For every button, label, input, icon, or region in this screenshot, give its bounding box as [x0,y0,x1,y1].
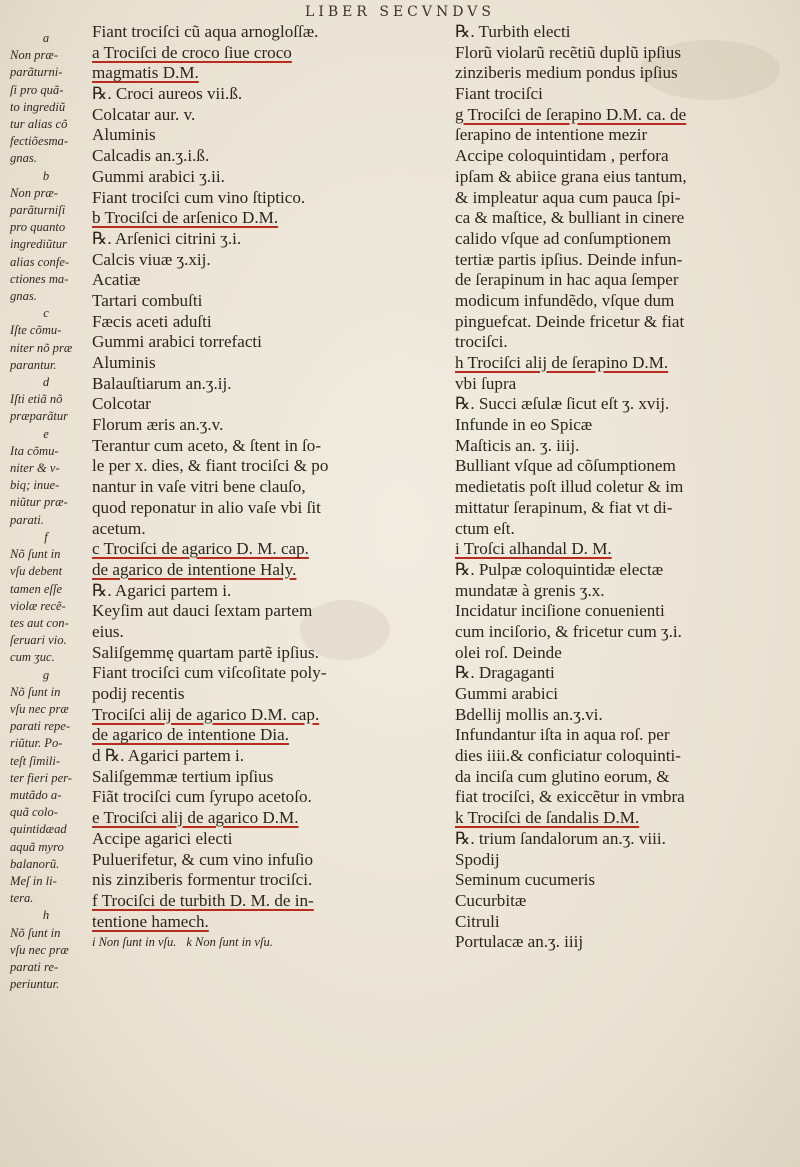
margin-note-text: Meſ in li- [10,873,57,888]
margin-note [10,202,90,219]
margin-note-text: vſu nec præ [10,942,69,957]
margin-note-text: niter nõ præ [10,340,73,355]
margin-note-text: Iſte cõmu- [10,323,62,338]
margin-note-letter: a [42,31,50,45]
margin-note [10,735,90,752]
text-line: mittatur ſerapinum, & fiat vt di- [455,497,673,517]
margin-note-text: biq; inue- [10,478,60,493]
margin-note-text: niũtur præ- [10,495,68,510]
text-line: Aluminis [92,125,156,145]
text-line: k Trociſci de ſandalis D.M. [455,808,640,828]
text-line: Terantur cum aceto, & ſtent in ſo- [92,435,322,455]
text-line: de agarico de intentione Dia. [92,725,289,745]
text-line: Fiant trociſci cum vino ſtiptico. [92,187,306,207]
margin-note-text: parati. [10,512,44,527]
text-line: Florũ violarũ recẽtiũ duplũ ipſius [455,42,681,62]
margin-note [10,477,90,494]
text-line: h Trociſci alij de ſerapino D.M. [455,353,669,372]
margin-note [10,873,90,890]
margin-note [10,443,90,460]
text-line: Fiant trociſci cum viſcoſitate poly- [92,663,327,683]
margin-note-text: Ita cõmu- [10,443,59,458]
margin-note-letter: h [42,908,50,923]
margin-note-text: ctiones ma- [10,271,69,286]
margin-note-letter: g [42,667,50,682]
margin-note [10,925,90,942]
text-line: c Trociſci de agarico D. M. cap. [92,539,309,559]
text-line: medietatis poſt illud coletur & im [455,477,684,497]
margin-notes [10,30,90,993]
margin-note-text: Iſti etiã nõ [10,392,63,407]
margin-note-text: parati repe- [10,719,71,734]
margin-note [10,856,90,873]
text-line: Accipe coloquintidam , perfora [455,146,669,166]
text-line: magmatis D.M. [92,63,199,83]
text-line: Fiant trociſci cũ aqua arnogloſſæ. [92,22,319,41]
text-line: Colcotar [92,394,151,414]
margin-note [10,667,90,684]
text-line: Acatiæ [92,270,141,290]
text-line: mundatæ à grenis ʒ.x. [455,580,605,600]
margin-note [10,942,90,959]
margin-note-text: fectiõesma- [10,134,69,149]
margin-note [10,82,90,99]
margin-note-text: ſeruari vio. [10,633,67,648]
text-line: ℞. Succi æſulæ ſicut eſt ʒ. xvij. [455,394,670,414]
footer-note: i Non ſunt in vſu. [92,935,177,950]
margin-note [10,959,90,976]
text-line: Maſticis an. ʒ. iiij. [455,435,580,455]
margin-note [10,426,90,443]
margin-note-text: Non præ- [10,185,58,200]
text-line: calido vſque ad conſumptionem [455,228,671,248]
text-line: de agarico de intentione Haly. [92,559,297,579]
margin-note [10,494,90,511]
margin-note [10,168,90,185]
text-line: tentione hamech. [92,911,209,931]
text-line: ℞. Pulpæ coloquintidæ electæ [455,559,664,579]
margin-note [10,391,90,408]
margin-note-letter: e [43,426,49,441]
text-line: Accipe agarici electi [92,828,233,848]
margin-note-text: ſi pro quã- [10,82,64,97]
text-line: Calcis viuæ ʒ.xij. [92,249,211,269]
text-line: ctum eſt. [455,518,515,538]
margin-note [10,976,90,993]
margin-note [10,890,90,907]
margin-note [10,460,90,477]
text-line: ipſam & abiice grana eius tantum, [455,166,687,186]
margin-note-text: aquã myro [10,839,64,854]
margin-note-text: ter fieri per- [10,770,73,785]
text-line: Saliſgemmę quartam partẽ ipſius. [92,642,319,662]
margin-note [10,615,90,632]
margin-note-text: quã colo- [10,805,58,820]
margin-note [10,649,90,666]
margin-note [10,322,90,339]
margin-note [10,701,90,718]
text-line: Seminum cucumeris [455,870,596,890]
margin-note-text: Nõ ſunt in [10,684,61,699]
margin-note [10,546,90,563]
text-line: trociſci. [455,332,508,352]
text-line: le per x. dies, & fiant trociſci & po [92,456,329,476]
text-line: & impleatur aqua cum pauca ſpi- [455,187,681,207]
margin-note [10,374,90,391]
text-line: Gummi arabici [455,684,559,703]
margin-note [10,219,90,236]
text-line: Fiãt trociſci cum ſyrupo acetoſo. [92,787,312,807]
margin-note-text: pro quanto [10,220,66,235]
margin-note-text: parantur. [10,357,57,372]
margin-note-text: gnas. [10,151,37,166]
text-line: Keyſim aut dauci ſextam partem [92,601,313,621]
text-line: Cucurbitæ [455,890,527,910]
text-line: modicum infundẽdo, vſque dum [455,290,675,310]
text-line: f Trociſci de turbith D. M. de in- [92,890,314,910]
margin-note-text: riũtur. Po- [10,736,63,751]
text-line: Aluminis [92,353,156,372]
text-line: ℞. Turbith electi [455,22,571,41]
text-line: ſerapino de intentione mezir [455,125,648,145]
margin-note-text: Nõ ſunt in [10,547,61,562]
text-line: a Trociſci de croco ſiue croco [92,42,292,62]
text-line: de ſerapinum in hac aqua ſemper [455,270,679,290]
text-line: Infundantur iſta in aqua roſ. per [455,725,670,745]
footer-notes [92,932,377,953]
margin-note-text: tes aut con- [10,615,69,630]
margin-note [10,598,90,615]
margin-note-text: mutãdo a- [10,787,62,802]
text-line: Citruli [455,911,500,931]
text-line: eius. [92,621,124,641]
margin-note [10,133,90,150]
margin-note [10,408,90,425]
margin-note-text: parãturniſi [10,203,66,218]
text-line: Portulacæ an.ʒ. iiij [455,932,584,952]
margin-note-text: tur alias cõ [10,117,68,132]
margin-note [10,804,90,821]
text-line: g Trociſci de ſerapino D.M. ca. de [455,104,687,124]
margin-note [10,99,90,116]
margin-note [10,271,90,288]
margin-note-text: parãturni- [10,65,63,80]
margin-note-text: periuntur. [10,977,60,992]
margin-note [10,340,90,357]
text-line: pinguefcat. Deinde fricetur & fiat [455,311,685,331]
text-line: ℞. Dragaganti [455,663,555,683]
margin-note-text: balanorũ. [10,856,60,871]
margin-note-text: ingrediũtur [10,237,67,252]
text-line: vbi ſupra [455,373,517,393]
margin-note [10,684,90,701]
text-line: Fiant trociſci [455,84,543,104]
text-line: olei roſ. Deinde [455,642,562,662]
text-line: fiat trociſci, & exiccẽtur in vmbra [455,787,685,807]
text-line: Infunde in eo Spicæ [455,415,593,435]
text-line: Trociſci alij de agarico D.M. cap. [92,704,320,724]
text-line: zinziberis medium pondus ipſius [455,63,678,83]
margin-note [10,305,90,322]
margin-note-text: gnas. [10,289,37,304]
running-head: LIBER SECVNDVS [305,4,495,20]
text-line: ℞. Arſenici citrini ʒ.i. [92,228,242,248]
text-line: ca & maſtice, & bulliant in cinere [455,208,685,228]
margin-note [10,563,90,580]
text-line: Saliſgemmæ tertium ipſius [92,766,274,786]
margin-note-text: teſt ſimili- [10,753,61,768]
margin-note-text: parati re- [10,959,59,974]
margin-note-text: Nõ ſunt in [10,925,61,940]
text-line: d ℞. Agarici partem i. [92,746,245,766]
margin-note-text: tamen eſſe [10,581,63,596]
margin-note [10,770,90,787]
text-line: Balauſtiarum an.ʒ.ij. [92,373,232,393]
text-line: Gummi arabici ʒ.ii. [92,166,225,186]
margin-note [10,116,90,133]
margin-note [10,236,90,253]
margin-note [10,718,90,735]
margin-note-text: niter & v- [10,461,60,476]
text-line: podij recentis [92,684,185,703]
margin-note [10,64,90,81]
margin-note [10,357,90,374]
text-line: cum inciſorio, & fricetur cum ʒ.i. [455,621,682,641]
margin-note [10,254,90,271]
text-line: ℞. Agarici partem i. [92,580,232,600]
margin-note [10,529,90,546]
margin-note-letter: b [42,168,50,183]
margin-note-letter: f [44,529,48,544]
text-line: quod reponatur in alio vaſe vbi ſit [92,497,321,517]
text-line: da inciſa cum glutino eorum, & [455,766,670,786]
margin-note [10,632,90,649]
margin-note-letter: c [43,306,49,321]
text-line: tertiæ partis ipſius. Deinde infun- [455,249,683,269]
text-line: acetum. [92,518,146,538]
text-line: Tartari combuſti [92,290,203,310]
text-line: Incidatur inciſione conuenienti [455,601,665,621]
margin-note [10,821,90,838]
text-line: Calcadis an.ʒ.i.ß. [92,146,210,166]
margin-note-letter: d [42,375,50,390]
text-line: b Trociſci de arſenico D.M. [92,208,279,228]
text-line: Spodij [455,849,500,869]
margin-note [10,30,90,64]
margin-note-text: vſu nec præ [10,701,69,716]
text-line: dies iiii.& conficiatur coloquinti- [455,746,681,766]
text-line: Bdellij mollis an.ʒ.vi. [455,704,603,724]
margin-note-text: Non præ- [10,48,58,63]
margin-note [10,512,90,529]
text-line: Fæcis aceti aduſti [92,311,212,331]
footer-note: k Non ſunt in vſu. [186,935,273,950]
margin-note-text: præparãtur [10,409,69,424]
margin-note [10,753,90,770]
text-line: nis zinziberis formentur trociſci. [92,870,313,890]
text-line: e Trociſci alij de agarico D.M. [92,808,299,828]
margin-note [10,787,90,804]
margin-note-text: quintidæad [10,822,67,837]
left-text-column [92,22,377,953]
text-line: Gummi arabici torrefacti [92,332,262,352]
text-line: Puluerifetur, & cum vino infuſio [92,849,314,869]
margin-note-text: tera. [10,891,34,906]
margin-note [10,185,90,202]
margin-note [10,150,90,167]
right-text-column [455,22,785,953]
text-line: nantur in vaſe vitri bene clauſo, [92,477,306,497]
margin-note [10,581,90,598]
text-line: Florum æris an.ʒ.v. [92,415,224,435]
margin-note-text: to ingrediũ [10,99,66,114]
margin-note [10,288,90,305]
text-line: Colcatar aur. v. [92,104,196,124]
text-line: ℞. Croci aureos vii.ß. [92,84,243,104]
margin-note-text: alias confe- [10,254,70,269]
margin-note-text: vſu debent [10,564,63,579]
text-line: i Troſci alhandal D. M. [455,539,612,559]
margin-note [10,839,90,856]
margin-note-text: cum ʒuc. [10,650,55,665]
margin-note-text: violæ recẽ- [10,598,66,613]
text-line: Bulliant vſque ad cõſumptionem [455,456,676,476]
margin-note [10,907,90,924]
text-line: ℞. trium ſandalorum an.ʒ. viii. [455,828,666,848]
